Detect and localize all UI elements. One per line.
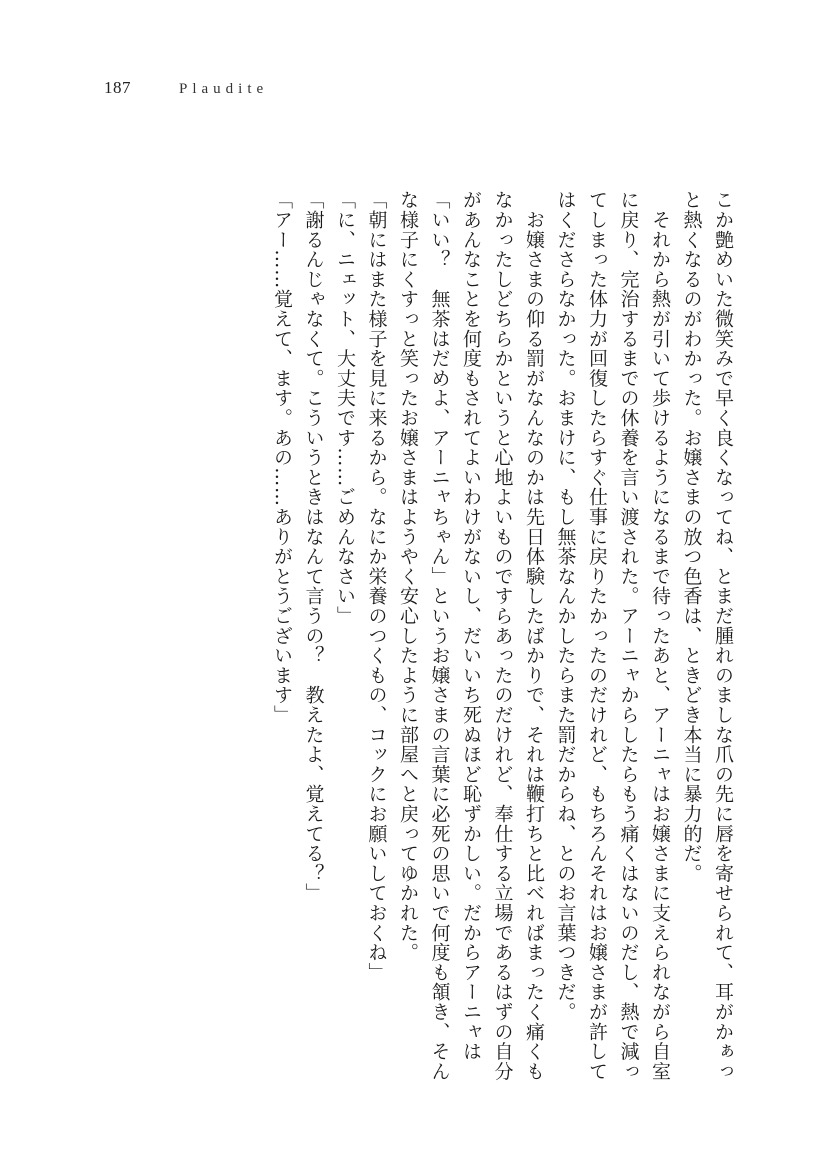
dialogue-line: 「アー……覚えて、ます。あの……ありがとうございます」 xyxy=(271,190,293,725)
paragraph: こか艶めいた微笑みで早く良くなってね、とまだ腫れのましな爪の先に唇を寄せられて、耳がかぁっと熱くなるのがわかった。お嬢さまの放つ色香は、ときどき本当に暴力的だ。 xyxy=(680,190,734,1081)
page-header xyxy=(104,78,268,102)
dialogue-line: 「謝るんじゃなくて。こういうときはなんて言うの？ 教えたよ、覚えてる？」 xyxy=(302,190,325,903)
dialogue-line: 「朝にはまた様子を見に来るから。なにか栄養のつくもの、コックにお願いしておくね」 xyxy=(365,190,388,982)
paragraph: それから熱が引いて歩けるようになるまで待ったあと、アーニャはお嬢さまに支えられながら自室に戻り、完治するまでの休養を言い渡された。アーニャからしたらもう痛くはないのだし、熱で減ってしまった体力が回復したらすぐ仕事に戻りたかったのだけれど、もちろんそれはお嬢さまが許してはくださらなかった。おまけに、もし無茶なんかしたらまた罰だからね、とのお言葉つきだ。 xyxy=(554,190,671,1081)
vertical-body-text xyxy=(88,190,738,1090)
paragraph: お嬢さまの仰る罰がなんなのかは先日体験したばかりで、それは鞭打ちと比べればまったく痛くもなかったしどちらかというと心地よいものですらあったのだけれど、奉仕する立場であるはずの自分があんなことを何度もされてよいわけがないし、だいいち死ぬほど恥ずかしい。だからアーニャは「いい？ 無茶はだめよ、アーニャちゃん」というお嬢さまの言葉に必死の思いで何度も頷き、そんな様子にくすっと笑ったお嬢さまはようやく安心したように部屋へと戻ってゆかれた。 xyxy=(397,190,545,1081)
page-number: 187 xyxy=(104,78,131,97)
running-title: Plaudite xyxy=(179,81,269,97)
dialogue-line: 「に、ニェット、大丈夫です……ごめんなさい」 xyxy=(334,190,356,626)
